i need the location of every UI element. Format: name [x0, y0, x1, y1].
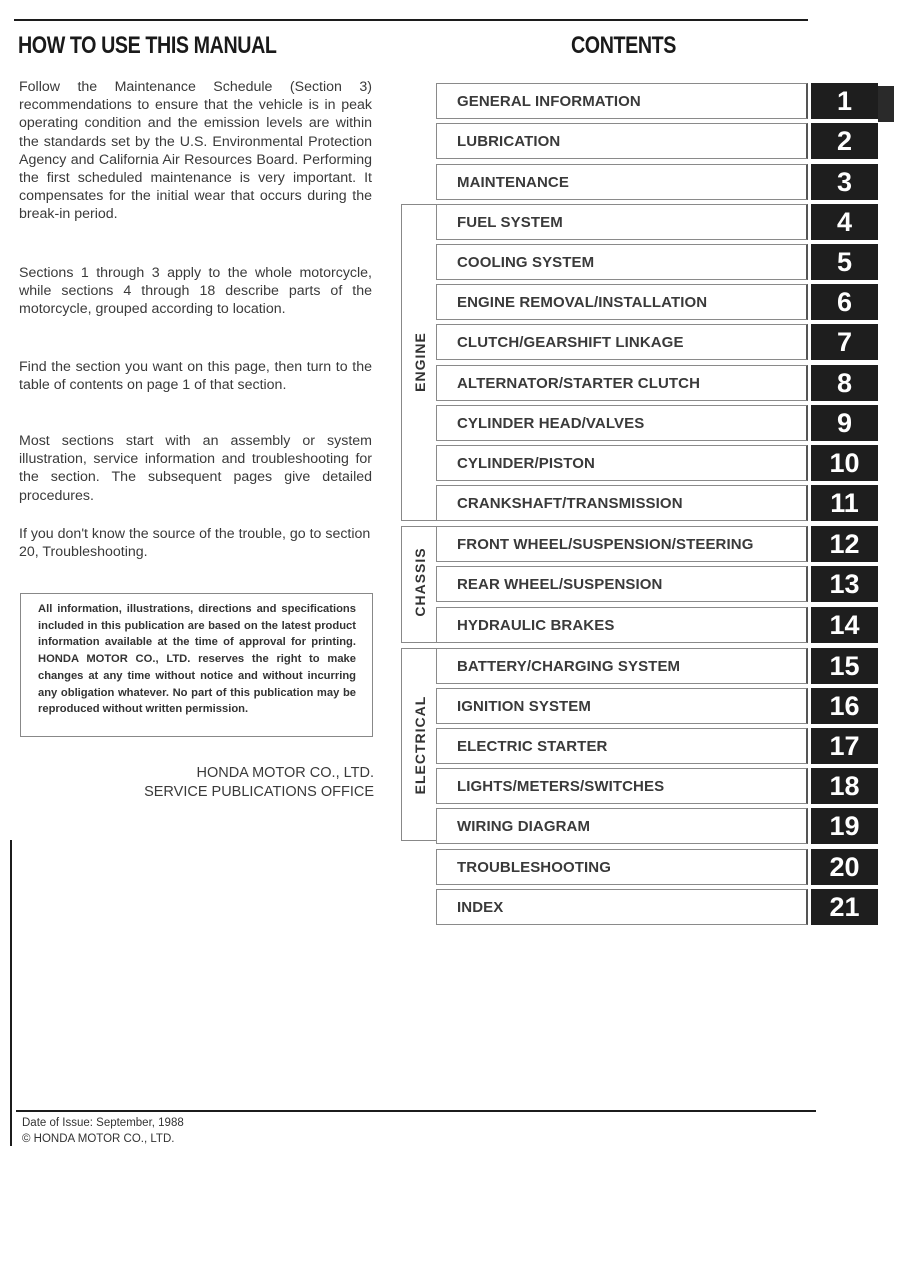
toc-item-label: CLUTCH/GEARSHIFT LINKAGE — [457, 333, 684, 351]
section-tab-12[interactable]: 12 — [811, 526, 878, 562]
toc-item-label: CRANKSHAFT/TRANSMISSION — [457, 494, 683, 512]
paragraph-find-section: Find the section you want on this page, then turn to the table of contents on page 1 of that section. — [19, 359, 372, 394]
toc-item-label: ALTERNATOR/STARTER CLUTCH — [457, 374, 701, 392]
section-tab-20[interactable]: 20 — [811, 849, 878, 885]
toc-item-ignition-system[interactable] — [436, 688, 808, 724]
toc-item-battery-charging-system[interactable] — [436, 648, 808, 684]
section-tab-16[interactable]: 16 — [811, 688, 878, 724]
toc-item-label: CYLINDER/PISTON — [457, 454, 595, 472]
toc-item-label: WIRING DIAGRAM — [457, 817, 591, 835]
publisher-company: HONDA MOTOR CO., LTD. — [196, 765, 374, 781]
edge-index-tab — [878, 86, 894, 122]
paragraph-sections-overview: Sections 1 through 3 apply to the whole motorcycle, while sections 4 through 18 describe parts of the motorcycle, grouped according to location. — [19, 265, 372, 318]
toc-item-lubrication[interactable] — [436, 123, 808, 159]
issue-date: Date of Issue: September, 1988 — [22, 1117, 184, 1129]
contents-title: CONTENTS — [571, 32, 676, 59]
toc-item-front-wheel-suspension-steering[interactable] — [436, 526, 808, 562]
toc-item-label: IGNITION SYSTEM — [457, 697, 592, 715]
left-margin-rule — [10, 840, 12, 1146]
toc-item-label: ENGINE REMOVAL/INSTALLATION — [457, 293, 708, 311]
toc-item-label: LUBRICATION — [457, 132, 561, 150]
section-tab-9[interactable]: 9 — [811, 405, 878, 441]
section-tab-8[interactable]: 8 — [811, 365, 878, 401]
toc-item-cooling-system[interactable] — [436, 244, 808, 280]
toc-item-engine-removal-installation[interactable] — [436, 284, 808, 320]
toc-item-cylinder-piston[interactable] — [436, 445, 808, 481]
section-tab-18[interactable]: 18 — [811, 768, 878, 804]
section-tab-14[interactable]: 14 — [811, 607, 878, 643]
toc-item-label: GENERAL INFORMATION — [457, 92, 641, 110]
toc-item-label: TROUBLESHOOTING — [457, 858, 611, 876]
paragraph-section-structure: Most sections start with an assembly or system illustration, service information and troubleshooting for the section. The subsequent pages give detailed procedures. — [19, 433, 372, 504]
toc-item-label: CYLINDER HEAD/VALVES — [457, 414, 645, 432]
toc-item-label: HYDRAULIC BRAKES — [457, 616, 615, 634]
copyright-notice-box: All information, illustrations, directions and specifications included in this publication are based on the latest product information available at the time of approval for printing. HONDA MOTOR CO., LTD. reserves the right to make changes at any time without notice and without incurring any obligation whatever. No part of this publication may be reproduced without written permission. — [20, 593, 373, 737]
top-rule — [14, 19, 808, 21]
copyright-line: © HONDA MOTOR CO., LTD. — [22, 1133, 175, 1145]
toc-item-label: FUEL SYSTEM — [457, 213, 563, 231]
how-to-use-title: HOW TO USE THIS MANUAL — [18, 32, 277, 59]
paragraph-troubleshooting-hint: If you don't know the source of the trouble, go to section 20, Troubleshooting. — [19, 526, 371, 561]
toc-item-rear-wheel-suspension[interactable] — [436, 566, 808, 602]
toc-item-label: REAR WHEEL/SUSPENSION — [457, 575, 663, 593]
toc-item-label: COOLING SYSTEM — [457, 253, 595, 271]
toc-item-fuel-system[interactable] — [436, 204, 808, 240]
publisher-office: SERVICE PUBLICATIONS OFFICE — [144, 784, 374, 800]
section-tab-10[interactable]: 10 — [811, 445, 878, 481]
section-tab-7[interactable]: 7 — [811, 324, 878, 360]
section-tab-15[interactable]: 15 — [811, 648, 878, 684]
section-tab-2[interactable]: 2 — [811, 123, 878, 159]
section-tab-3[interactable]: 3 — [811, 164, 878, 200]
section-tab-17[interactable]: 17 — [811, 728, 878, 764]
section-tab-6[interactable]: 6 — [811, 284, 878, 320]
toc-item-label: FRONT WHEEL/SUSPENSION/STEERING — [457, 535, 754, 553]
toc-item-label: BATTERY/CHARGING SYSTEM — [457, 657, 681, 675]
section-tab-19[interactable]: 19 — [811, 808, 878, 844]
bottom-rule — [16, 1110, 816, 1112]
section-tab-4[interactable]: 4 — [811, 204, 878, 240]
toc-item-clutch-gearshift-linkage[interactable] — [436, 324, 808, 360]
section-tab-13[interactable]: 13 — [811, 566, 878, 602]
toc-item-label: MAINTENANCE — [457, 173, 569, 191]
publisher-block — [144, 764, 374, 802]
section-tab-11[interactable]: 11 — [811, 485, 878, 521]
toc-item-hydraulic-brakes[interactable] — [436, 607, 808, 643]
toc-item-lights-meters-switches[interactable] — [436, 768, 808, 804]
toc-item-label: INDEX — [457, 898, 504, 916]
toc-item-cylinder-head-valves[interactable] — [436, 405, 808, 441]
engine-group-label: ENGINE — [412, 332, 428, 392]
paragraph-maintenance-schedule: Follow the Maintenance Schedule (Section 3) recommendations to ensure that the vehicle is in peak operating condition and the emission levels are within the standards set by the U.S. Environmental Protection Agency and California Air Resources Board. Performing the first scheduled maintenance is very important. It compensates for the initial wear that occurs during the break-in period. — [19, 79, 372, 223]
toc-item-troubleshooting[interactable] — [436, 849, 808, 885]
toc-item-alternator-starter-clutch[interactable] — [436, 365, 808, 401]
toc-item-label: ELECTRIC STARTER — [457, 737, 608, 755]
section-tab-1[interactable]: 1 — [811, 83, 878, 119]
electrical-group-label: ELECTRICAL — [412, 695, 428, 795]
section-tab-21[interactable]: 21 — [811, 889, 878, 925]
toc-item-crankshaft-transmission[interactable] — [436, 485, 808, 521]
toc-item-label: LIGHTS/METERS/SWITCHES — [457, 777, 665, 795]
toc-item-wiring-diagram[interactable] — [436, 808, 808, 844]
section-tab-5[interactable]: 5 — [811, 244, 878, 280]
toc-item-index[interactable] — [436, 889, 808, 925]
toc-item-general-information[interactable] — [436, 83, 808, 119]
toc-item-maintenance[interactable] — [436, 164, 808, 200]
toc-item-electric-starter[interactable] — [436, 728, 808, 764]
chassis-group-label: CHASSIS — [412, 547, 428, 617]
